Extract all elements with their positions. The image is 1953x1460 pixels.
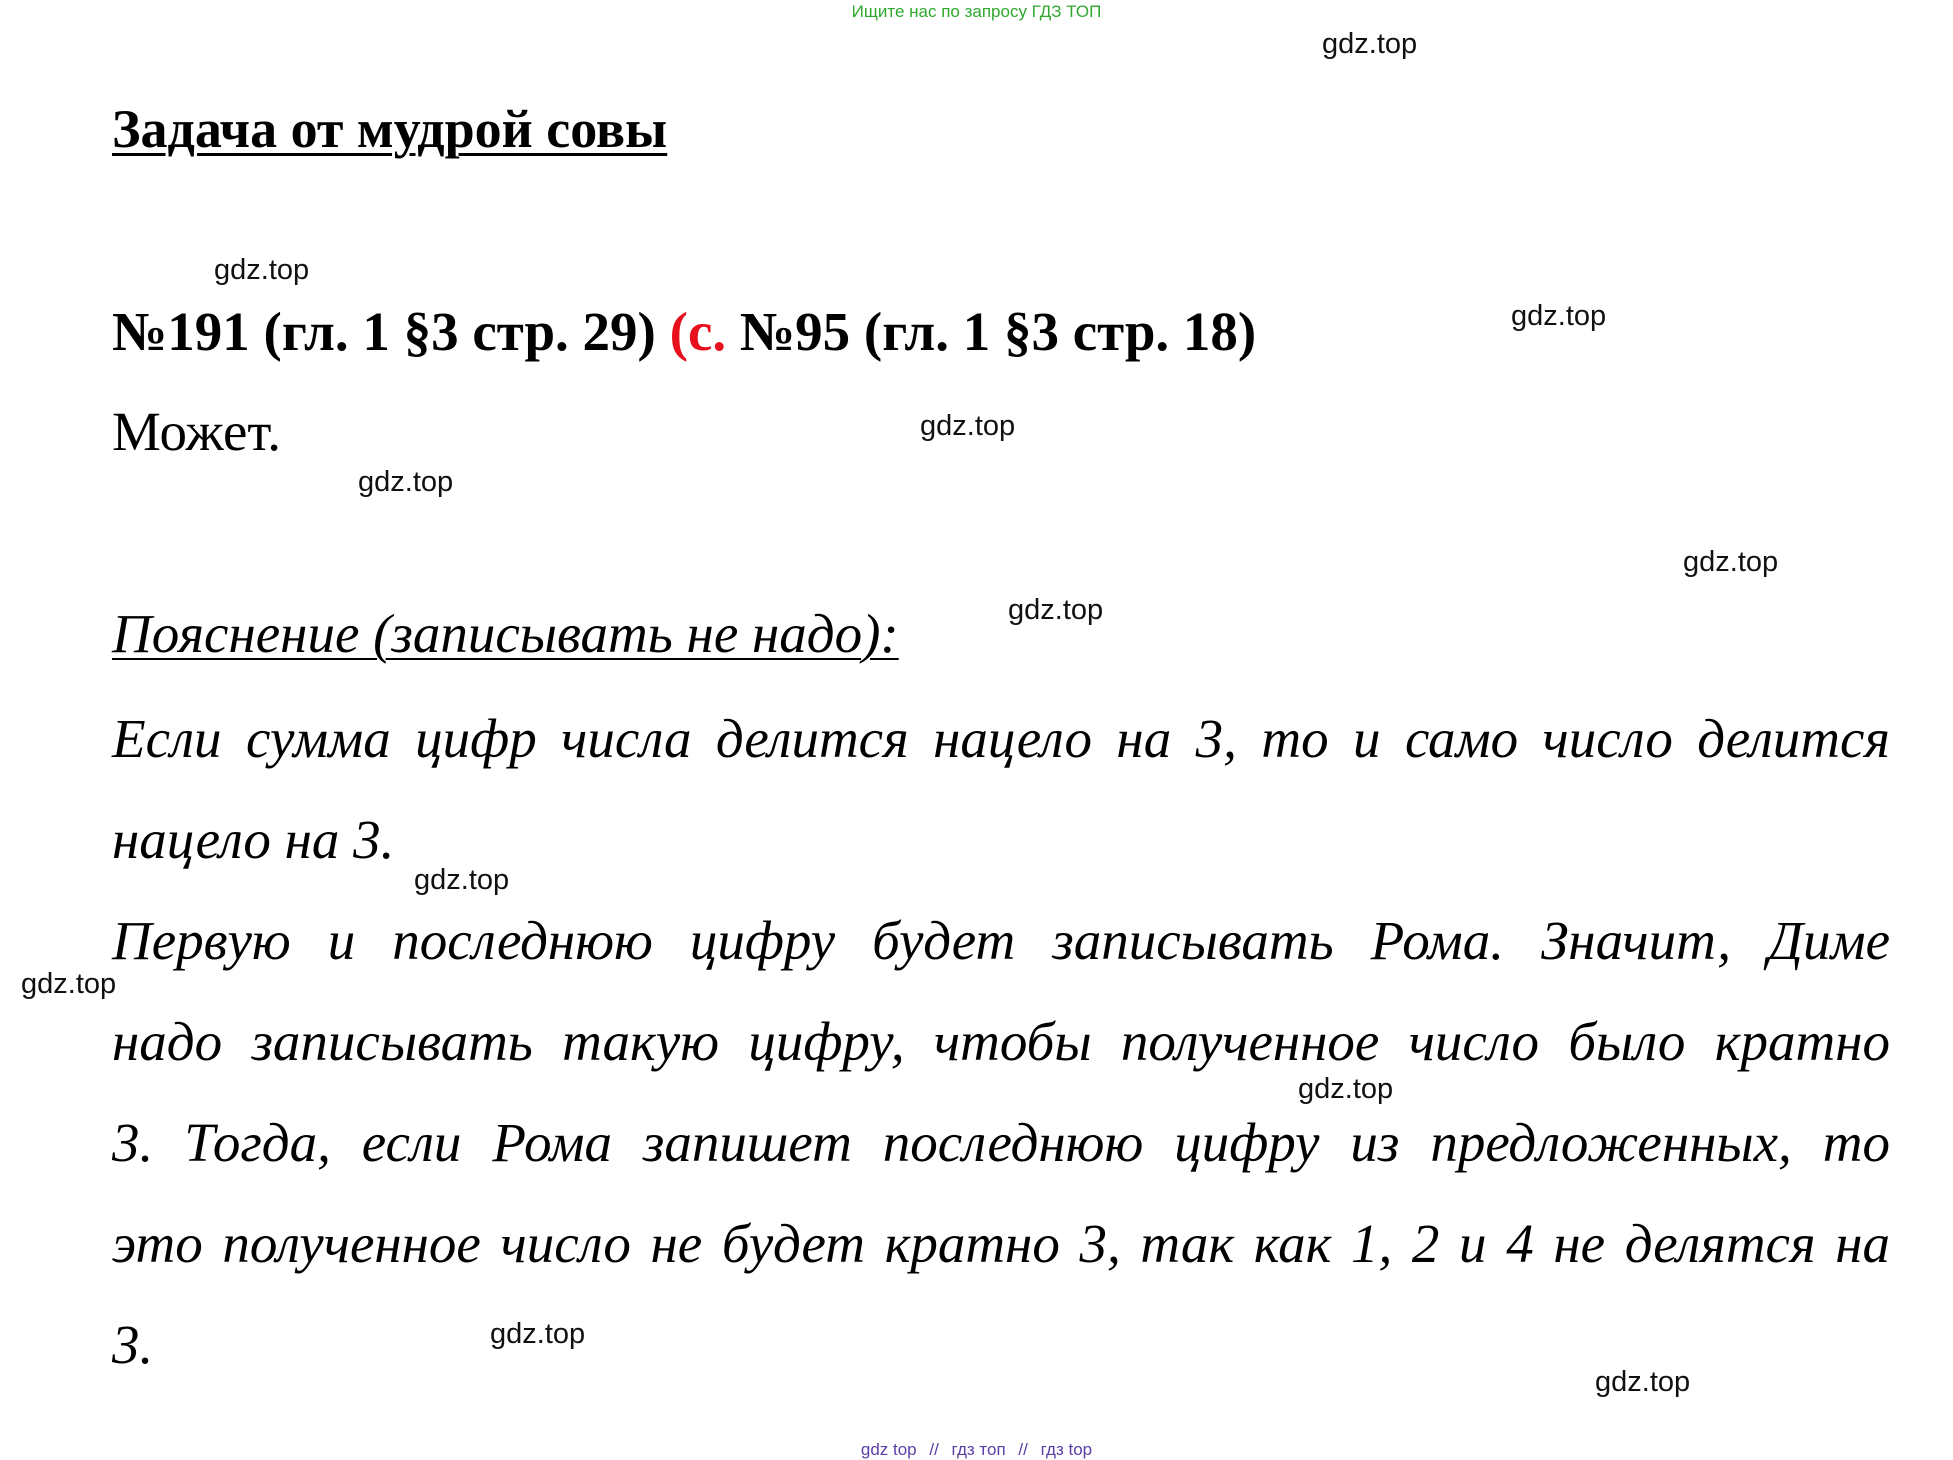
paragraph-line: надо записывать такую цифру, чтобы полученное число было кратно [112, 1011, 1890, 1072]
alt-task-number: №95 (гл. 1 §3 стр. 18) [739, 301, 1257, 362]
watermark: gdz.top [920, 410, 1016, 442]
watermark: gdz.top [21, 968, 117, 1000]
watermark: gdz.top [414, 864, 510, 896]
paragraph-line: нацело на 3. [112, 809, 395, 870]
watermark: gdz.top [1511, 300, 1607, 332]
footer-link[interactable]: гдз топ [951, 1440, 1006, 1459]
page-title: Задача от мудрой совы [112, 99, 668, 159]
task-number: №191 (гл. 1 §3 стр. 29) [112, 301, 656, 362]
paragraph-line: 3. [112, 1314, 154, 1375]
footer-link[interactable]: гдз top [1040, 1440, 1093, 1459]
explanation-paragraph-1 [112, 688, 1890, 890]
watermark: gdz.top [1595, 1366, 1691, 1398]
top-banner: Ищите нас по запросу ГДЗ ТОП [851, 2, 1102, 21]
paragraph-line: 3. Тогда, если Рома запишет последнюю цифру из предложенных, то [112, 1112, 1890, 1173]
footer-separator: // [929, 1440, 939, 1459]
alt-prefix: (с. [669, 301, 727, 362]
explanation-heading: Пояснение (записывать не надо): [112, 603, 899, 664]
watermark: gdz.top [1683, 546, 1779, 578]
task-heading [112, 300, 1256, 363]
watermark: gdz.top [1298, 1073, 1394, 1105]
watermark: gdz.top [358, 466, 454, 498]
paragraph-line: это полученное число не будет кратно 3, так как 1, 2 и 4 не делятся на [112, 1213, 1890, 1274]
footer-links [0, 1440, 1953, 1460]
footer-link[interactable]: gdz top [860, 1440, 917, 1459]
paragraph-line: Первую и последнюю цифру будет записывать Рома. Значит, Диме [112, 910, 1890, 971]
footer-separator: // [1018, 1440, 1028, 1459]
explanation-paragraph-2 [112, 890, 1890, 1395]
watermark: gdz.top [1322, 28, 1418, 60]
paragraph-line: Если сумма цифр числа делится нацело на 3, то и само число делится [112, 708, 1890, 769]
answer-text: Может. [112, 401, 282, 462]
watermark: gdz.top [490, 1318, 586, 1350]
watermark: gdz.top [214, 254, 310, 286]
watermark: gdz.top [1008, 594, 1104, 626]
